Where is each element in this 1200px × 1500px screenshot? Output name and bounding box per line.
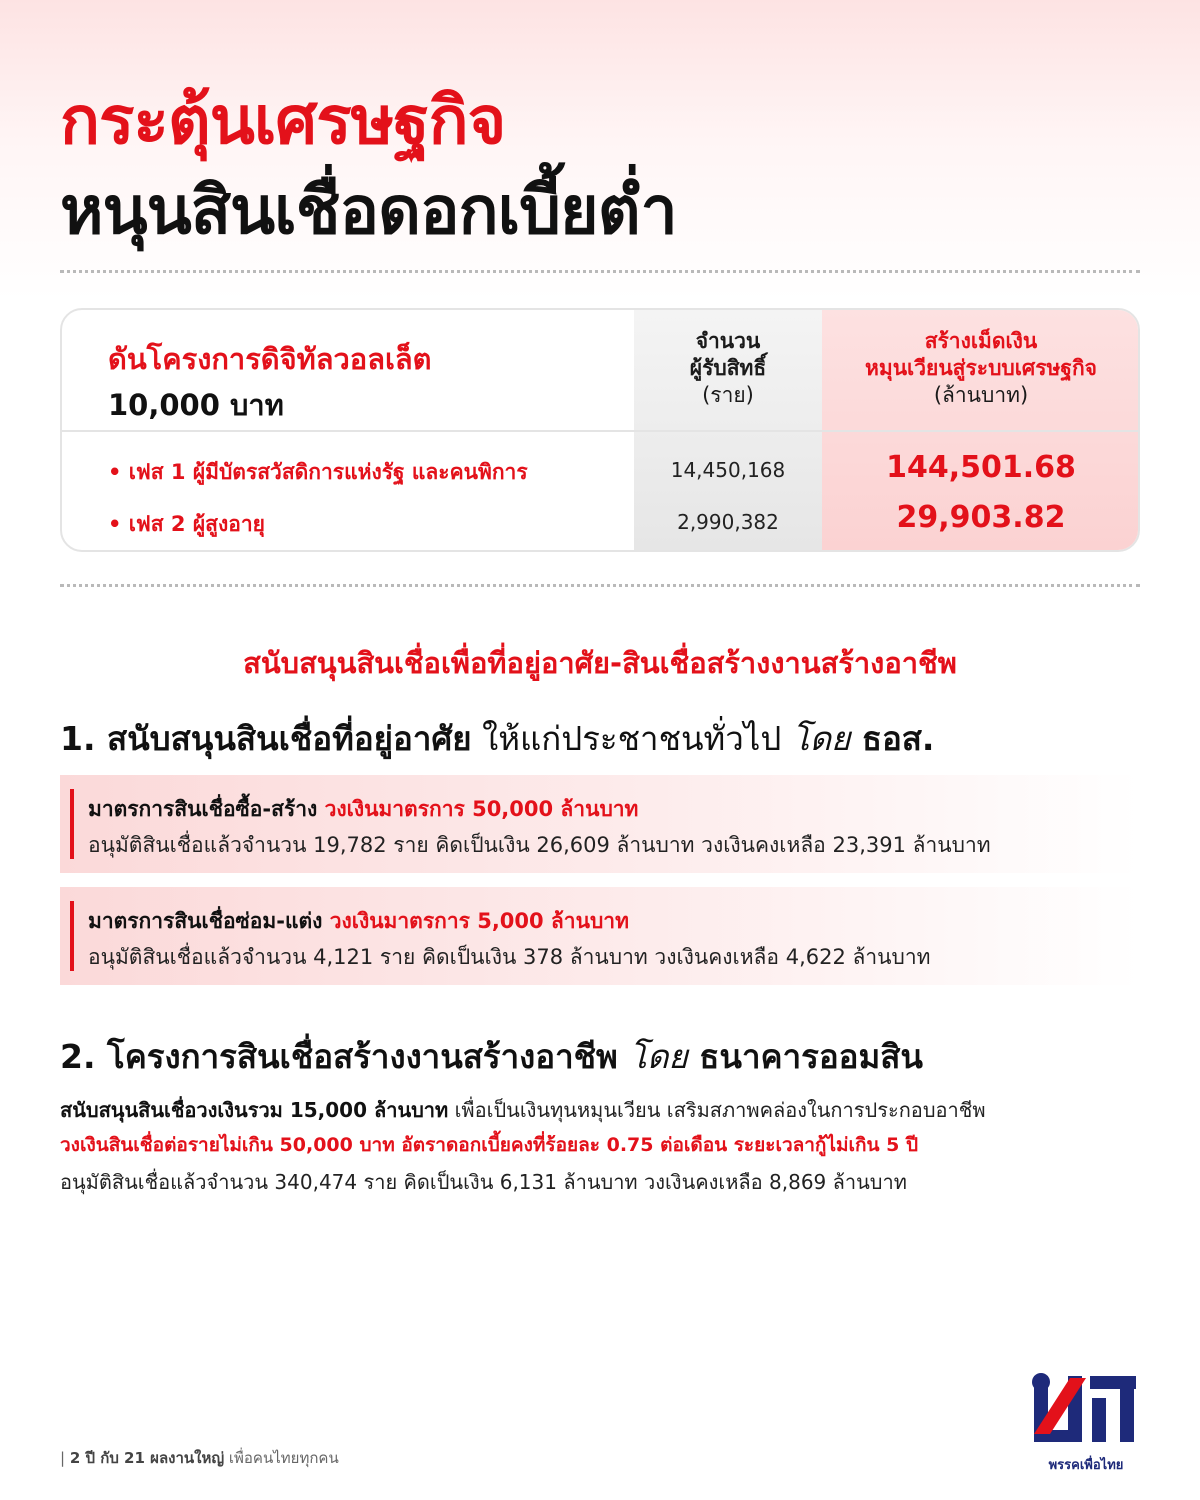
measure-detail: อนุมัติสินเชื่อแล้วจำนวน 19,782 ราย คิดเป็นเงิน 26,609 ล้านบาท วงเงินคงเหลือ 23,391 ล้านบาท [88, 833, 991, 857]
measure-box-build [60, 775, 1140, 873]
item2-paragraph-1 [60, 1094, 986, 1126]
money-header-line2: หมุนเวียนสู่ระบบเศรษฐกิจ [865, 356, 1097, 380]
digital-wallet-card [60, 308, 1140, 552]
count-header-line2: ผู้รับสิทธิ์ [689, 356, 767, 380]
wallet-title: ดันโครงการดิจิทัลวอลเล็ต [108, 342, 432, 376]
wallet-amount: 10,000 บาท [108, 388, 284, 422]
phase2-label: • เฟส 2 ผู้สูงอายุ [108, 512, 265, 536]
item2-p1-bold: สนับสนุนสินเชื่อวงเงินรวม 15,000 ล้านบาท [60, 1098, 449, 1122]
count-column-header [634, 328, 822, 409]
measure-label: มาตรการสินเชื่อซ่อม-แต่ง [88, 909, 330, 933]
measure-title [88, 905, 629, 938]
item1-title-rest: ให้แก่ประชาชนทั่วไป [471, 719, 792, 758]
item1-title-bold: 1. สนับสนุนสินเชื่อที่อยู่อาศัย [60, 719, 472, 758]
footer [60, 1446, 339, 1470]
measure-budget: วงเงินมาตรการ 5,000 ล้านบาท [329, 909, 629, 933]
item2-title-org: ธนาคารออมสิน [687, 1037, 923, 1076]
dotted-divider [60, 584, 1140, 587]
card-divider [62, 430, 1138, 432]
phase2-money: 29,903.82 [896, 500, 1066, 535]
item1-heading [60, 712, 934, 765]
item2-paragraph-3: อนุมัติสินเชื่อแล้วจำนวน 340,474 ราย คิดเป็นเงิน 6,131 ล้านบาท วงเงินคงเหลือ 8,869 ล้านบาท [60, 1170, 907, 1194]
item1-title-by: โดย [791, 719, 851, 758]
item2-p1-rest: เพื่อเป็นเงินทุนหมุนเวียน เสริมสภาพคล่องในการประกอบอาชีพ [448, 1098, 986, 1122]
footer-bold: 2 ปี กับ 21 ผลงานใหญ่ [69, 1449, 225, 1467]
money-header-line1: สร้างเม็ดเงิน [924, 329, 1038, 353]
money-column-header [822, 328, 1140, 409]
item2-title-by: โดย [629, 1037, 688, 1076]
accent-bar [70, 901, 74, 971]
phase2-count: 2,990,382 [677, 510, 779, 534]
count-header-line1: จำนวน [695, 329, 761, 353]
section-title: สนับสนุนสินเชื่อเพื่อที่อยู่อาศัย-สินเชื่อสร้างงานสร้างอาชีพ [243, 646, 957, 680]
phase1-label: • เฟส 1 ผู้มีบัตรสวัสดิการแห่งรัฐ และคนพิการ [108, 460, 528, 484]
count-header-unit: (ราย) [702, 383, 754, 407]
footer-sep: | [60, 1449, 70, 1467]
party-logo [1030, 1368, 1142, 1486]
item2-heading [60, 1030, 923, 1083]
item2-paragraph-2: วงเงินสินเชื่อต่อรายไม่เกิน 50,000 บาท อัตราดอกเบี้ยคงที่ร้อยละ 0.75 ต่อเดือน ระยะเวลากู้ไม่เกิน 5 ปี [60, 1134, 919, 1156]
item1-title-org: ธอส. [850, 719, 935, 758]
page-subtitle: หนุนสินเชื่อดอกเบี้ยต่ำ [60, 172, 677, 249]
phase1-money: 144,501.68 [886, 450, 1076, 485]
footer-rest: เพื่อคนไทยทุกคน [224, 1449, 339, 1467]
item2-title-bold: 2. โครงการสินเชื่อสร้างงานสร้างอาชีพ [60, 1037, 630, 1076]
party-name: พรรคเพื่อไทย [1048, 1458, 1124, 1473]
money-header-unit: (ล้านบาท) [933, 383, 1029, 407]
measure-title [88, 793, 638, 826]
measure-budget: วงเงินมาตรการ 50,000 ล้านบาท [324, 797, 639, 821]
phase1-count: 14,450,168 [670, 458, 786, 482]
accent-bar [70, 789, 74, 859]
measure-detail: อนุมัติสินเชื่อแล้วจำนวน 4,121 ราย คิดเป็นเงิน 378 ล้านบาท วงเงินคงเหลือ 4,622 ล้านบาท [88, 945, 931, 969]
measure-box-repair [60, 887, 1140, 985]
measure-label: มาตรการสินเชื่อซื้อ-สร้าง [88, 797, 325, 821]
dotted-divider [60, 270, 1140, 273]
page-title: กระตุ้นเศรษฐกิจ [60, 82, 506, 159]
